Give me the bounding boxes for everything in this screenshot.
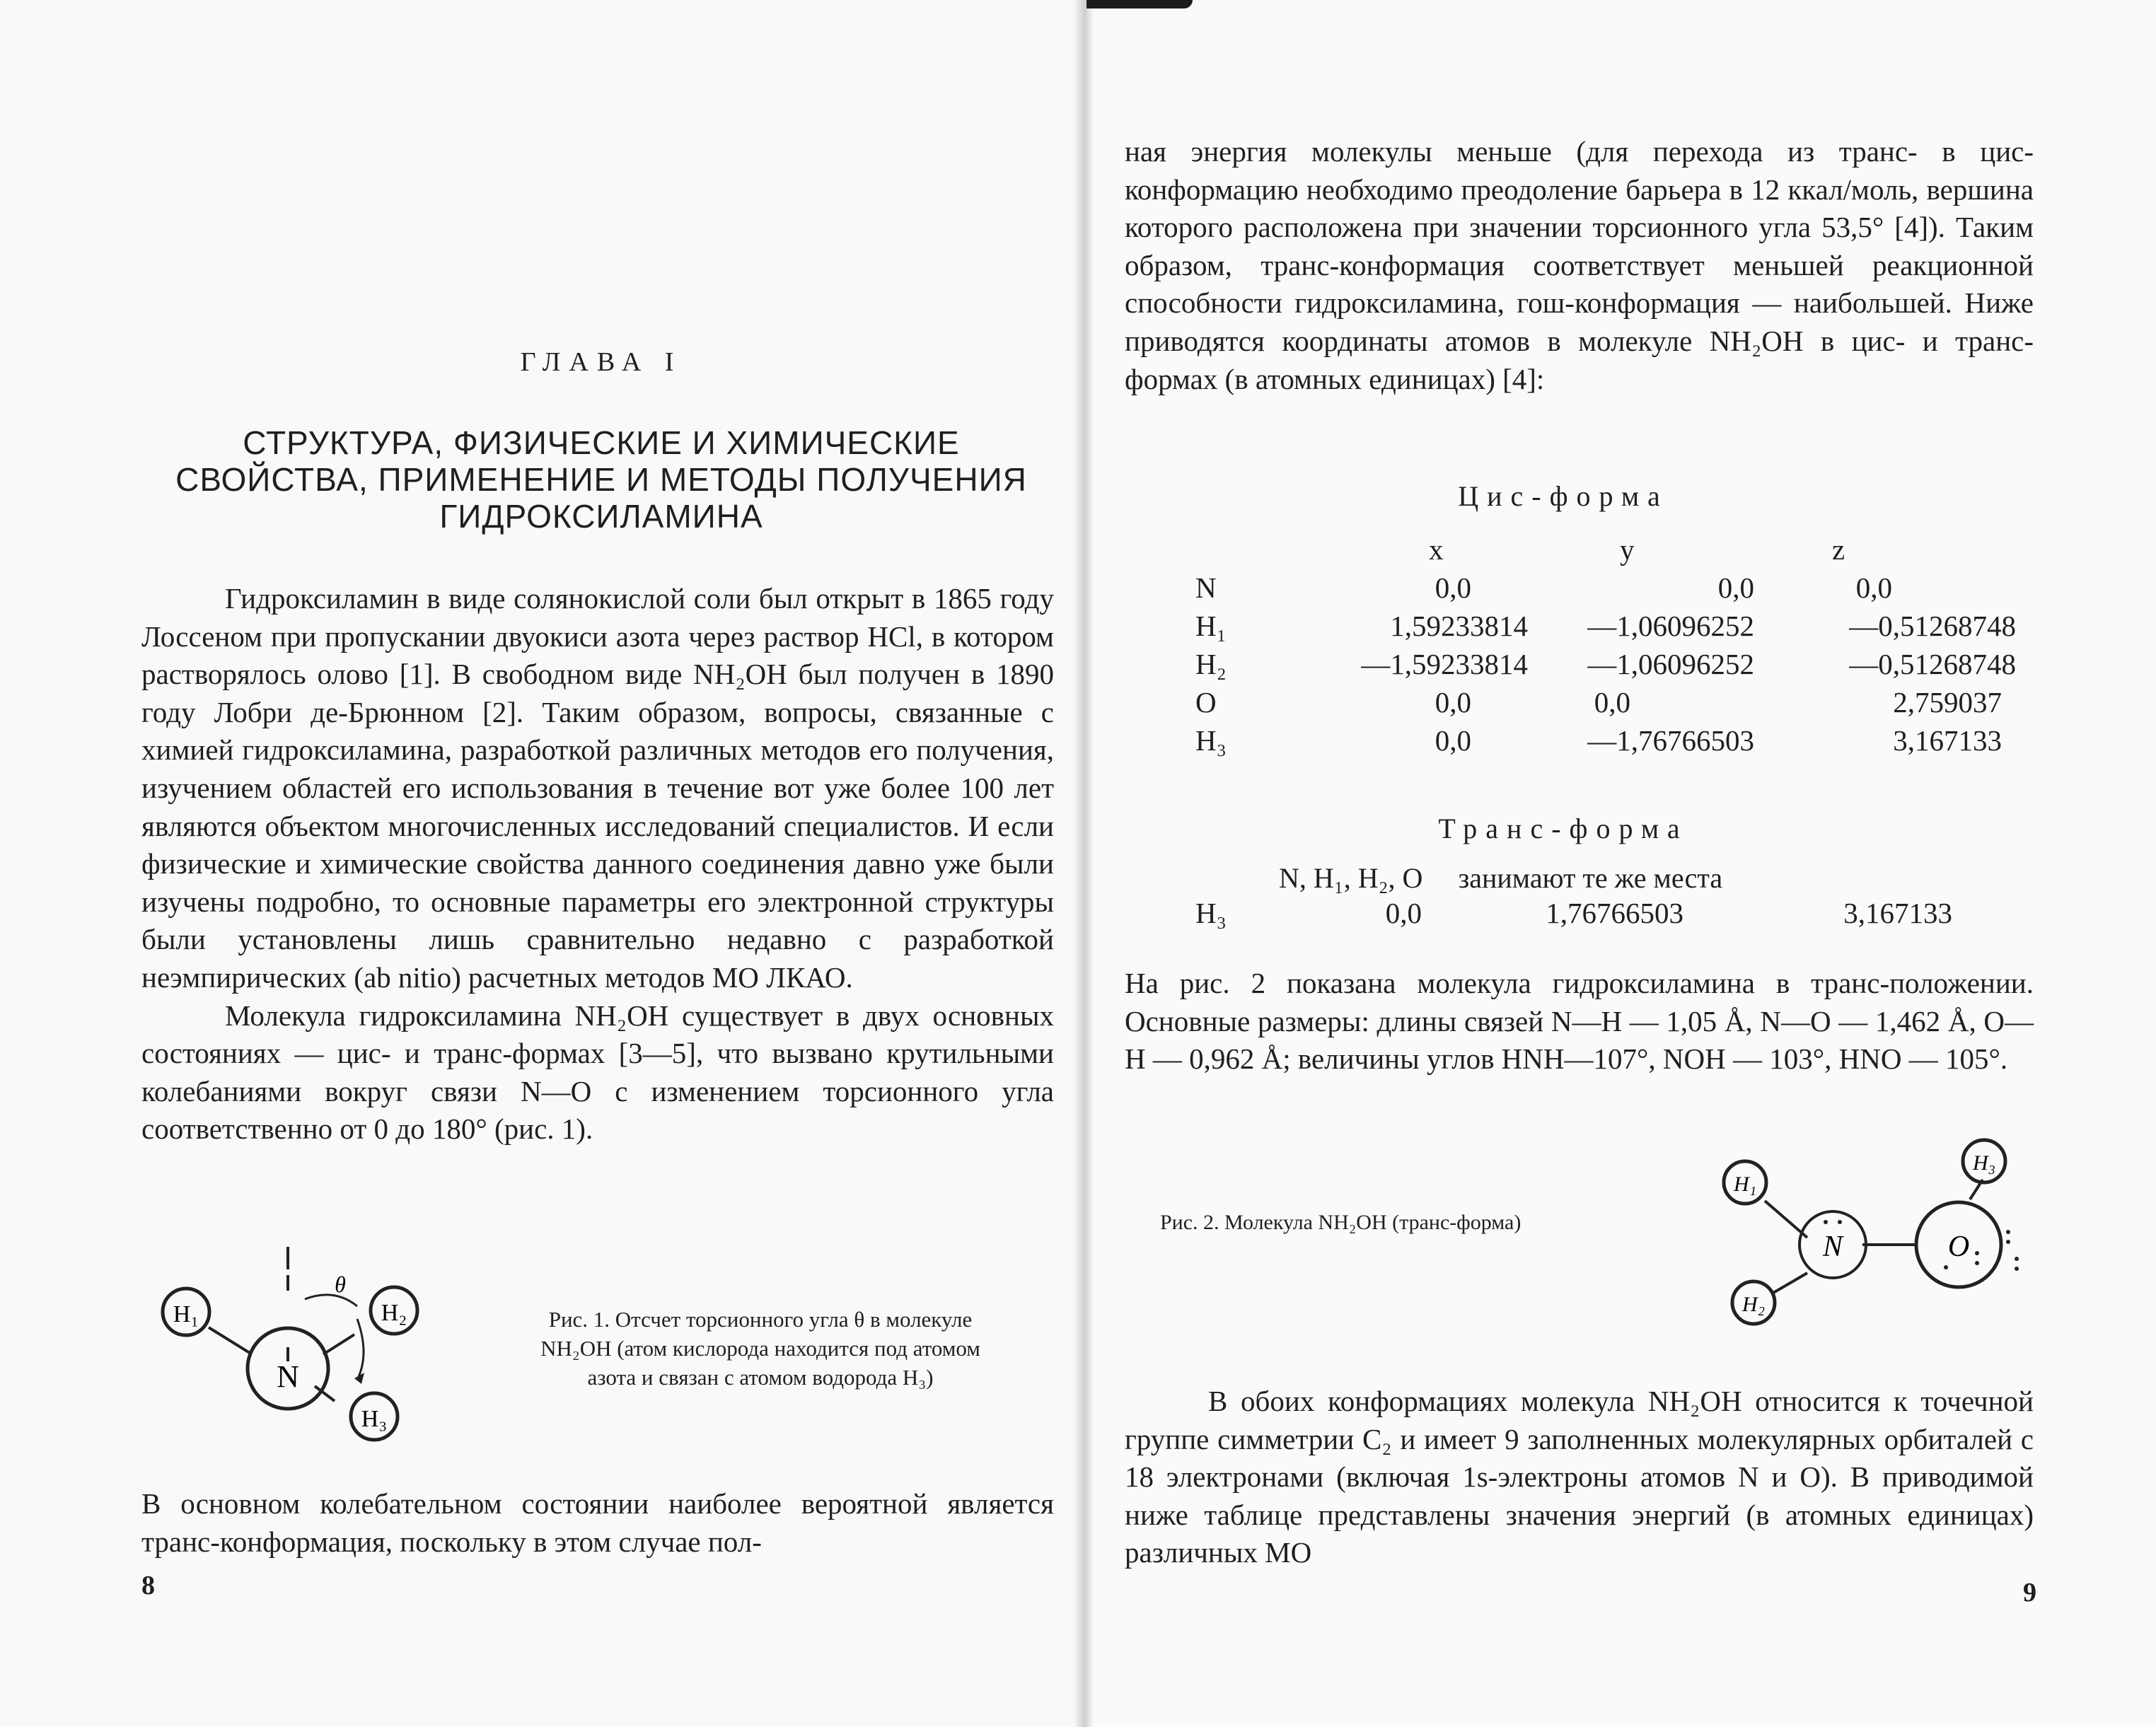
table-row xyxy=(1195,721,2016,760)
h1-label: H₁ xyxy=(1733,1173,1757,1196)
x-cell: 0,0 xyxy=(1435,686,1471,719)
right-bottom-text xyxy=(1125,1383,2034,1572)
paragraph: В основном колебательном состоянии наиболее вероятной является транс-конформация, поскольку в этом случае пол- xyxy=(141,1487,1054,1558)
caption-line: NH₂OH (атом кислорода находится под атомом xyxy=(540,1336,980,1361)
z-cell: —0,51268748 xyxy=(1849,610,2016,642)
axis-header-y: y xyxy=(1620,533,1635,566)
paragraph: В обоих конформациях молекула NH₂OH относится к точечной группе симметрии C₂ и имеет 9 заполненных молекулярных орбиталей с 18 электронами (включая 1s-электроны атомов N и O). В приводимой ниже таблице представлены значения энергий (в атомных единицах) различных МО xyxy=(1125,1385,2034,1569)
y-cell: 1,76766503 xyxy=(1546,897,1683,929)
atom-cell: H₃ xyxy=(1195,724,1227,757)
chapter-title xyxy=(141,424,1061,535)
right-middle-text xyxy=(1125,965,2034,1078)
figure-2-diagram xyxy=(1694,1132,2027,1337)
lone-pair-dot xyxy=(2006,1230,2010,1234)
table-row xyxy=(1195,607,2016,645)
y-cell: 0,0 xyxy=(1717,571,1754,604)
axis-header-x: x xyxy=(1429,533,1444,566)
atom-cell: H₂ xyxy=(1195,648,1227,680)
table-row xyxy=(1195,645,2016,683)
z-cell: —0,51268748 xyxy=(1849,648,2016,680)
lone-pair-dot xyxy=(1944,1265,1948,1269)
trans-coordinates-table xyxy=(1195,894,1988,932)
y-cell: —1,06096252 xyxy=(1587,610,1754,642)
z-cell: 0,0 xyxy=(1855,571,1892,604)
table-header-row xyxy=(1195,530,2016,569)
caption-line: азота и связан с атомом водорода H₃) xyxy=(587,1365,934,1390)
table-row xyxy=(1195,569,2016,607)
paragraph: Молекула гидроксиламина NH₂OH существует в двух основных состояниях — цис- и транс-формах [3—5], что вызвано крутильными колебаниями вокруг связи N—O с изменением торсионного угла соответственно от 0 до 180° (рис. 1). xyxy=(141,999,1054,1146)
nitrogen-label: N xyxy=(277,1359,299,1394)
chapter-title-line: СВОЙСТВА, ПРИМЕНЕНИЕ И МЕТОДЫ ПОЛУЧЕНИЯ xyxy=(175,461,1027,498)
atom-cell: O xyxy=(1195,686,1217,719)
chapter-title-line: СТРУКТУРА, ФИЗИЧЕСКИЕ И ХИМИЧЕСКИЕ xyxy=(243,424,960,461)
bond-n-h2 xyxy=(323,1334,354,1354)
atom-cell: N xyxy=(1195,571,1217,604)
y-cell: —1,06096252 xyxy=(1587,648,1754,680)
h2-label: H₂ xyxy=(1741,1293,1766,1316)
lone-pair-dot xyxy=(1838,1220,1842,1224)
book-gutter xyxy=(1074,0,1094,1727)
z-cell: 3,167133 xyxy=(1843,897,1952,929)
h3-label: H₃ xyxy=(1972,1151,1996,1175)
z-cell: 3,167133 xyxy=(1893,724,2002,757)
scan-smudge xyxy=(1086,0,1193,8)
cis-coordinates-table xyxy=(1195,530,2016,760)
oxygen-label: O xyxy=(1947,1231,1970,1263)
paragraph: Гидроксиламин в виде солянокислой соли был открыт в 1865 году Лоссеном при пропускании двуокиси азота через раствор HCl, в котором растворялось олово [1]. В свободном виде NH₂OH был получен в 1890 году Лобри де-Брюнном [2]. Таким образом, вопросы, связанные с химией гидроксиламина, разработкой различных методов его получения, изучением областей его использования в течение вот уже более 100 лет являются объектом многочисленных исследований специалистов. И если физические и химические свойства данного соединения давно уже были изучены подробно, то основные параметры его электронной структуры были установлены лишь сравнительно недавно с разработкой неэмпирических (ab nitio) расчетных методов МО ЛКАО. xyxy=(141,582,1054,994)
h2-label: H₂ xyxy=(381,1300,407,1326)
lone-pair-dot xyxy=(2006,1240,2010,1244)
chapter-title-line: ГИДРОКСИЛАМИНА xyxy=(439,498,763,535)
rotation-arrow xyxy=(357,1319,364,1380)
lone-pair-dot xyxy=(1975,1261,1979,1265)
bond-n-h1 xyxy=(209,1327,250,1353)
x-cell: 0,0 xyxy=(1385,897,1422,929)
x-cell: —1,59233814 xyxy=(1361,648,1528,680)
y-cell: —1,76766503 xyxy=(1587,724,1754,757)
atom-cell: H₃ xyxy=(1195,897,1227,929)
page-number-right: 9 xyxy=(2023,1578,2036,1607)
figure-2-caption: Рис. 2. Молекула NH₂OH (транс-форма) xyxy=(1160,1211,1522,1234)
chapter-label: ГЛАВА I xyxy=(520,347,683,377)
trans-form-heading: Транс-форма xyxy=(1438,813,1688,844)
trans-note xyxy=(1279,861,1722,895)
nitrogen-label: N xyxy=(1822,1231,1843,1263)
figure-1-caption xyxy=(456,1305,1065,1392)
h3-label: H₃ xyxy=(361,1406,388,1432)
x-cell: 0,0 xyxy=(1435,571,1471,604)
lone-pair-dot xyxy=(2015,1257,2019,1261)
bond-n-h2 xyxy=(1773,1273,1807,1293)
atom-cell: H₁ xyxy=(1195,610,1227,642)
trans-note-text: занимают те же места xyxy=(1458,862,1723,894)
figure-1-diagram xyxy=(145,1241,442,1446)
paragraph: ная энергия молекулы меньше (для перехода из транс- в цис-конформацию необходимо преодоление барьера в 12 ккал/моль, вершина которого расположена при значении торсионного угла 53,5° [4]). Таким образом, транс-конформация соответствует меньшей реакционной способности гидроксиламина, гош-конформация — наибольшей. Ниже приводятся координаты атомов в молекуле NH₂OH в цис- и транс-формах (в атомных единицах) [4]: xyxy=(1125,135,2034,395)
caption-line: Рис. 1. Отсчет торсионного угла θ в молекуле xyxy=(548,1307,973,1332)
theta-label: θ xyxy=(335,1272,346,1297)
y-cell: 0,0 xyxy=(1594,686,1630,719)
trans-note-atoms: N, H₁, H₂, O xyxy=(1279,862,1423,894)
right-top-text xyxy=(1125,133,2034,398)
z-cell: 2,759037 xyxy=(1893,686,2002,719)
page-number-left: 8 xyxy=(141,1571,155,1600)
table-row xyxy=(1195,894,1988,932)
x-cell: 0,0 xyxy=(1435,724,1471,757)
torsion-angle-arc xyxy=(305,1295,357,1306)
h1-label: H₁ xyxy=(173,1301,199,1327)
cis-form-heading: Цис-форма xyxy=(1458,480,1669,512)
lone-pair-dot xyxy=(2015,1267,2019,1271)
lone-pair-dot xyxy=(1975,1251,1979,1255)
axis-header-z: z xyxy=(1832,533,1845,566)
paragraph: На рис. 2 показана молекула гидроксиламина в транс-положении. Основные размеры: длины связей N—H — 1,05 Å, N—O — 1,462 Å, O—H — 0,962 Å; величины углов HNH—107°, NOH — 103°, HNO — 105°. xyxy=(1125,967,2034,1076)
left-body xyxy=(141,580,1054,1149)
table-row xyxy=(1195,683,2016,721)
left-bottom-text xyxy=(141,1485,1054,1561)
x-cell: 1,59233814 xyxy=(1390,610,1528,642)
lone-pair-dot xyxy=(1824,1220,1828,1224)
